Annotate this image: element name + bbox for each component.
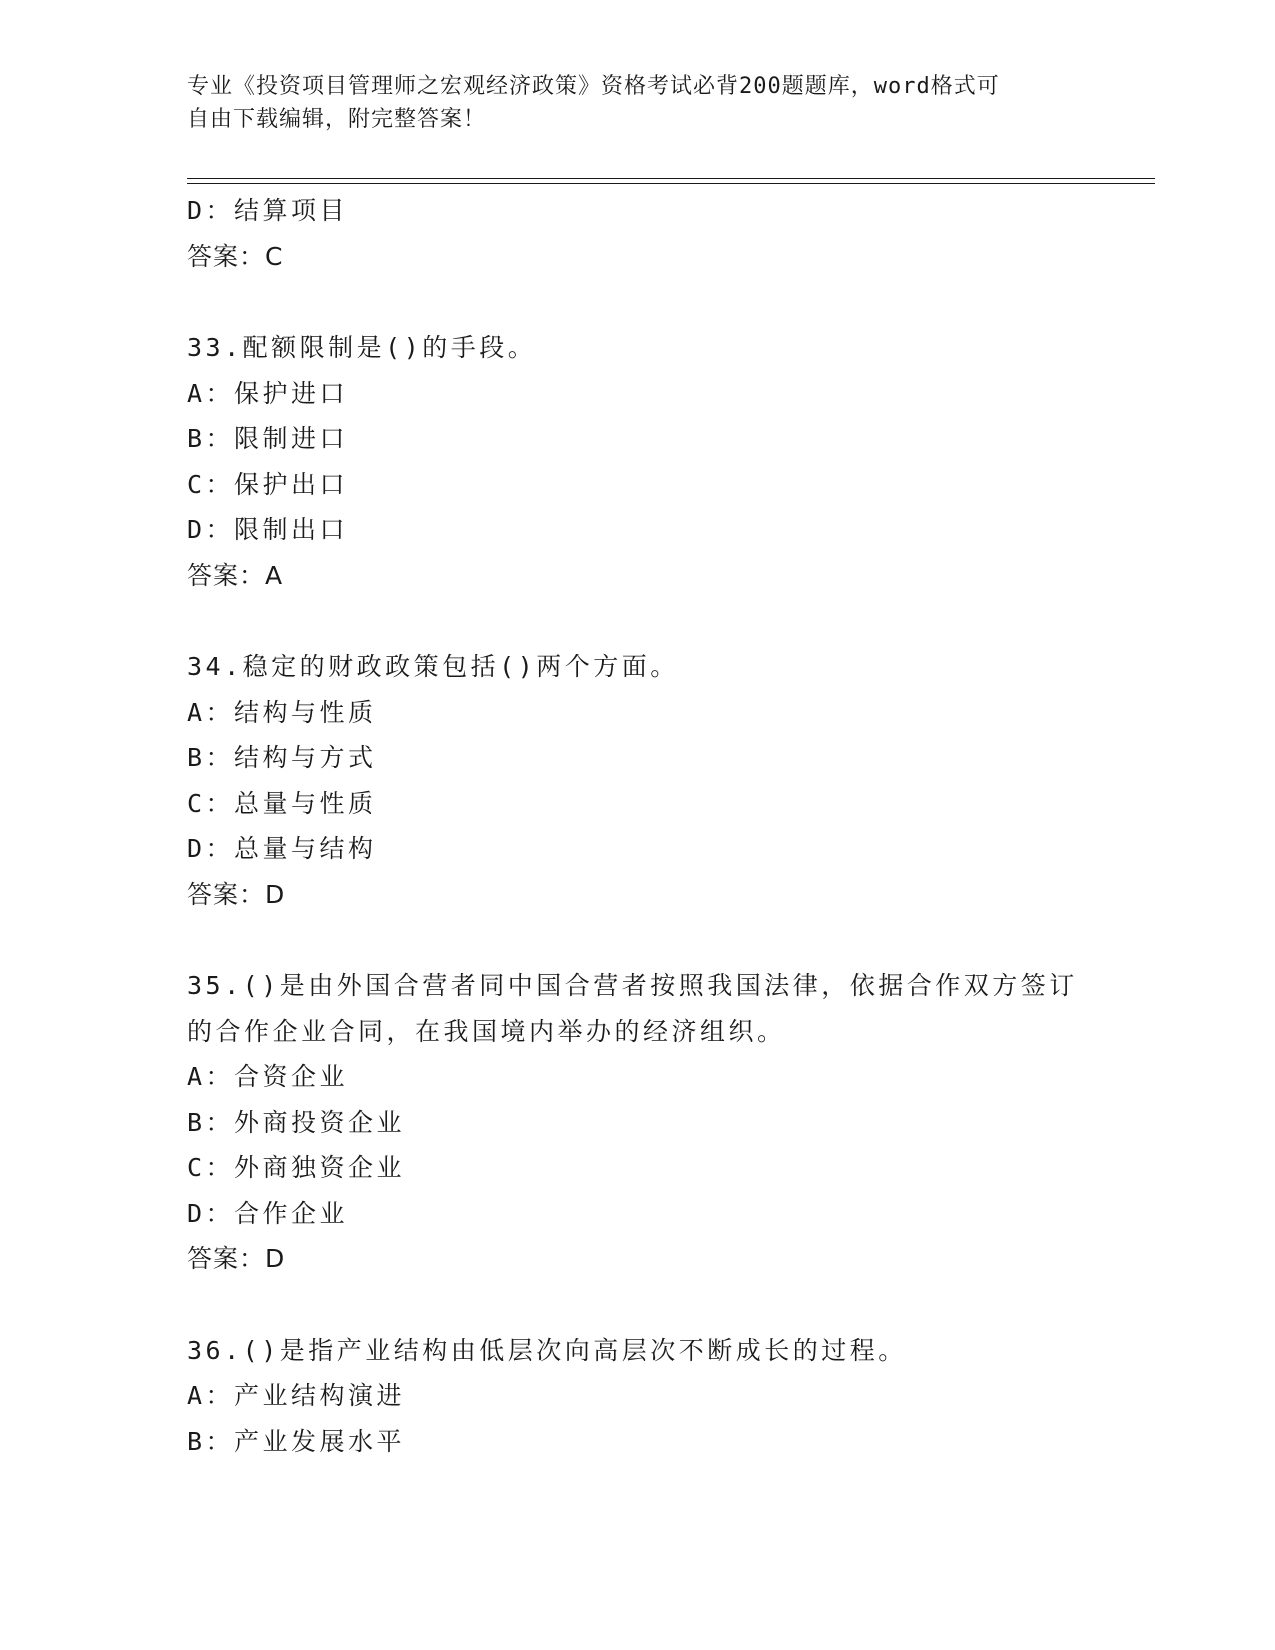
option-d: D：限制出口: [187, 515, 349, 544]
option-a: A：结构与性质: [187, 697, 377, 727]
header-line-1: 专业《投资项目管理师之宏观经济政策》资格考试必背200题题库，word格式可: [187, 74, 1000, 99]
question-35: [187, 963, 1107, 1282]
prev-answer: 答案：C: [187, 241, 284, 271]
answer: 答案：D: [187, 1244, 286, 1273]
question-36: [187, 1328, 1107, 1465]
option-b: B：外商投资企业: [187, 1107, 406, 1137]
question-33: [187, 325, 1107, 598]
question-text: 36.()是指产业结构由低层次向高层次不断成长的过程。: [187, 1335, 907, 1365]
question-34: [187, 644, 1107, 917]
spacer: [187, 1282, 1107, 1328]
document-header: [187, 70, 1087, 136]
spacer: [187, 917, 1107, 963]
option-d: D：合作企业: [187, 1198, 349, 1228]
option-c: C：保护出口: [187, 469, 349, 499]
option-d: D：总量与结构: [187, 834, 377, 863]
header-divider-bottom: [187, 183, 1155, 184]
option-c: C：外商独资企业: [187, 1153, 406, 1182]
header-line-2: 自由下载编辑，附完整答案！: [187, 107, 487, 132]
spacer: [187, 598, 1107, 644]
question-text-line-1: 35.()是由外国合营者同中国合营者按照我国法律，依据合作双方签订: [187, 971, 1078, 1000]
header-divider-top: [187, 178, 1155, 179]
question-text-line-2: 的合作企业合同，在我国境内举办的经济组织。: [187, 1016, 786, 1046]
option-b: B：限制进口: [187, 424, 349, 453]
question-list: [187, 188, 1107, 1464]
answer: 答案：A: [187, 560, 284, 590]
option-a: A：合资企业: [187, 1062, 349, 1091]
question-text: 34.稳定的财政政策包括()两个方面。: [187, 652, 679, 681]
option-a: A：产业结构演进: [187, 1381, 406, 1410]
answer: 答案：D: [187, 879, 286, 909]
option-a: A：保护进口: [187, 378, 349, 408]
prev-option-d: D：结算项目: [187, 196, 349, 225]
option-b: B：结构与方式: [187, 743, 377, 772]
option-c: C：总量与性质: [187, 788, 377, 818]
option-b: B：产业发展水平: [187, 1426, 406, 1456]
spacer: [187, 279, 1107, 325]
question-text: 33.配额限制是()的手段。: [187, 333, 537, 362]
